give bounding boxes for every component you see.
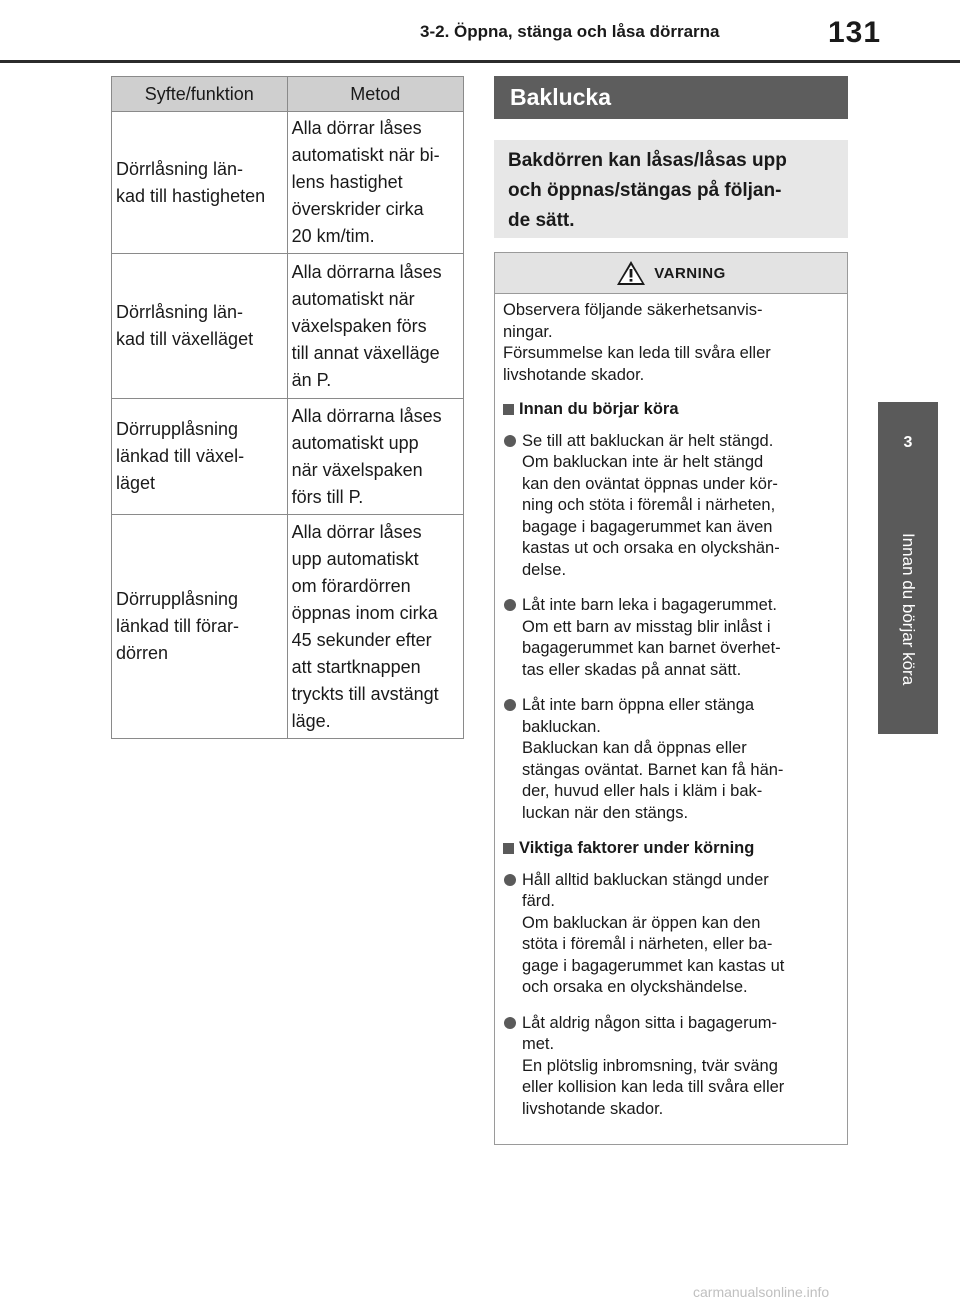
warning-subheading — [503, 838, 837, 860]
bullet-line: stängas oväntat. Barnet kan få hän- — [522, 760, 784, 779]
bullet-line: Låt inte barn leka i bagagerummet. — [522, 596, 777, 614]
cell-line: länkad till förar- — [116, 616, 240, 636]
column-header-method: Metod — [287, 77, 463, 112]
column-header-purpose: Syfte/funktion — [112, 77, 288, 112]
door-lock-table — [111, 76, 464, 739]
table-row — [112, 515, 464, 739]
warning-bullet — [503, 870, 837, 999]
bullet-line: Om bakluckan är öppen kan den — [522, 913, 761, 932]
round-bullet-icon — [504, 599, 516, 611]
cell-line: Dörrupplåsning — [116, 419, 239, 439]
bullet-line: livshotande skador. — [522, 1099, 664, 1118]
bullet-text — [522, 595, 837, 681]
square-bullet-icon — [503, 843, 514, 854]
warning-header — [495, 253, 847, 294]
square-bullet-icon — [503, 404, 514, 415]
bullet-line: Låt inte barn öppna eller stänga — [522, 696, 755, 714]
cell-line: automatiskt upp — [291, 432, 419, 453]
cell-line: läge. — [291, 710, 331, 731]
round-bullet-icon — [504, 699, 516, 711]
bullet-line: och orsaka en olyckshändelse. — [522, 978, 748, 996]
bullet-line: gage i bagagerummet kan kastas ut — [522, 956, 785, 975]
header-rule — [0, 60, 960, 63]
cell-line: kad till hastigheten — [116, 185, 266, 206]
cell-line: öppnas inom cirka — [291, 602, 438, 623]
intro-line: Bakdörren kan låsas/låsas upp — [508, 150, 787, 171]
cell-line: upp automatiskt — [291, 548, 419, 569]
warning-box — [494, 252, 848, 1145]
warning-intro-line: Observera följande säkerhetsanvis- — [503, 301, 763, 319]
section-header-title: 3-2. Öppna, stänga och låsa dörrarna — [420, 22, 720, 41]
cell-line: Alla dörrar låses — [291, 521, 422, 542]
cell-line: förs till P. — [291, 486, 364, 507]
cell-line: att startknappen — [291, 656, 421, 677]
site-watermark: carmanualsonline.info — [693, 1284, 830, 1300]
table-cell-method — [287, 515, 463, 739]
table-row — [112, 254, 464, 399]
cell-line: 45 sekunder efter — [291, 629, 432, 650]
cell-line: kad till växelläget — [116, 329, 254, 349]
cell-line: till annat växelläge — [291, 342, 440, 363]
cell-line: automatiskt när bi- — [291, 145, 440, 165]
table-cell-purpose — [112, 112, 288, 254]
round-bullet-icon — [504, 1017, 516, 1029]
bullet-text — [522, 1013, 837, 1121]
bullet-line: delse. — [522, 560, 567, 579]
bullet-line: bakluckan. — [522, 717, 601, 736]
cell-line: Alla dörrarna låses — [291, 405, 442, 426]
bullet-line: bagage i bagagerummet kan även — [522, 517, 773, 536]
bullet-line: luckan när den stängs. — [522, 803, 689, 822]
table-cell-purpose — [112, 515, 288, 739]
bullet-line: Om ett barn av misstag blir inlåst i — [522, 617, 771, 636]
warning-title: VARNING — [654, 264, 726, 282]
bullet-line: En plötslig inbromsning, tvär sväng — [522, 1056, 778, 1075]
round-bullet-icon — [504, 435, 516, 447]
cell-line: Dörrlåsning län- — [116, 158, 244, 179]
section-title-bar: Baklucka — [494, 76, 848, 119]
subheading-text: Viktiga faktorer under körning — [519, 839, 755, 857]
chapter-number-tab: 3 — [878, 402, 938, 484]
cell-line: när växelspaken — [291, 459, 423, 480]
chapter-title: Innan du börjar köra — [899, 532, 918, 686]
warning-subheading — [503, 399, 837, 421]
table-row — [112, 112, 464, 254]
bullet-line: Se till att bakluckan är helt stängd. — [522, 431, 774, 450]
intro-line: de sätt. — [508, 210, 575, 231]
cell-line: 20 km/tim. — [291, 226, 375, 246]
bullet-line: Håll alltid bakluckan stängd under — [522, 870, 769, 889]
bullet-line: bagagerummet kan barnet överhet- — [522, 639, 781, 657]
bullet-line: Bakluckan kan då öppnas eller — [522, 739, 747, 757]
cell-line: Alla dörrarna låses — [291, 261, 442, 282]
section-intro-box — [494, 140, 848, 238]
bullet-line: kastas ut och orsaka en olyckshän- — [522, 539, 780, 557]
table-cell-purpose — [112, 254, 288, 399]
cell-line: om förardörren — [291, 575, 411, 596]
table-cell-method — [287, 399, 463, 515]
bullet-line: kan den oväntat öppnas under kör- — [522, 474, 778, 493]
cell-line: överskrider cirka — [291, 199, 424, 219]
warning-intro — [503, 300, 837, 386]
cell-line: tryckts till avstängt — [291, 683, 439, 704]
bullet-line: Låt aldrig någon sitta i bagagerum- — [522, 1013, 777, 1032]
table-cell-purpose — [112, 399, 288, 515]
chapter-title-tab — [878, 484, 938, 734]
table-row — [112, 399, 464, 515]
bullet-text — [522, 431, 837, 582]
warning-intro-line: Försummelse kan leda till svåra eller — [503, 344, 771, 362]
bullet-line: met. — [522, 1035, 555, 1053]
bullet-line: der, huvud eller hals i kläm i bak- — [522, 782, 763, 800]
subheading-text: Innan du börjar köra — [519, 400, 679, 418]
warning-intro-line: ningar. — [503, 322, 553, 341]
table-cell-method — [287, 112, 463, 254]
cell-line: automatiskt när — [291, 288, 415, 309]
cell-line: växelspaken förs — [291, 315, 427, 336]
bullet-text — [522, 695, 837, 824]
cell-line: läget — [116, 473, 156, 493]
bullet-line: Om bakluckan inte är helt stängd — [522, 453, 764, 471]
cell-line: Dörrlåsning län- — [116, 302, 244, 322]
cell-line: dörren — [116, 643, 169, 663]
bullet-line: ning och stöta i föremål i närheten, — [522, 496, 776, 514]
intro-line: och öppnas/stängas på följan- — [508, 180, 782, 201]
warning-triangle-icon — [616, 260, 646, 286]
cell-line: Dörrupplåsning — [116, 589, 239, 609]
bullet-line: stöta i föremål i närheten, eller ba- — [522, 935, 773, 953]
bullet-text — [522, 870, 837, 999]
round-bullet-icon — [504, 874, 516, 886]
warning-body — [495, 294, 847, 1120]
table-header-row — [112, 77, 464, 112]
bullet-line: färd. — [522, 892, 556, 910]
warning-intro-line: livshotande skador. — [503, 365, 645, 384]
warning-bullet — [503, 695, 837, 824]
cell-line: länkad till växel- — [116, 446, 245, 466]
table-cell-method — [287, 254, 463, 399]
warning-bullet — [503, 595, 837, 681]
bullet-line: tas eller skadas på annat sätt. — [522, 660, 742, 679]
cell-line: än P. — [291, 369, 332, 390]
warning-bullet — [503, 1013, 837, 1121]
cell-line: Alla dörrar låses — [291, 118, 422, 138]
bullet-line: eller kollision kan leda till svåra eller — [522, 1078, 785, 1096]
cell-line: lens hastighet — [291, 172, 403, 192]
warning-bullet — [503, 431, 837, 582]
page-number: 131 — [828, 16, 882, 49]
